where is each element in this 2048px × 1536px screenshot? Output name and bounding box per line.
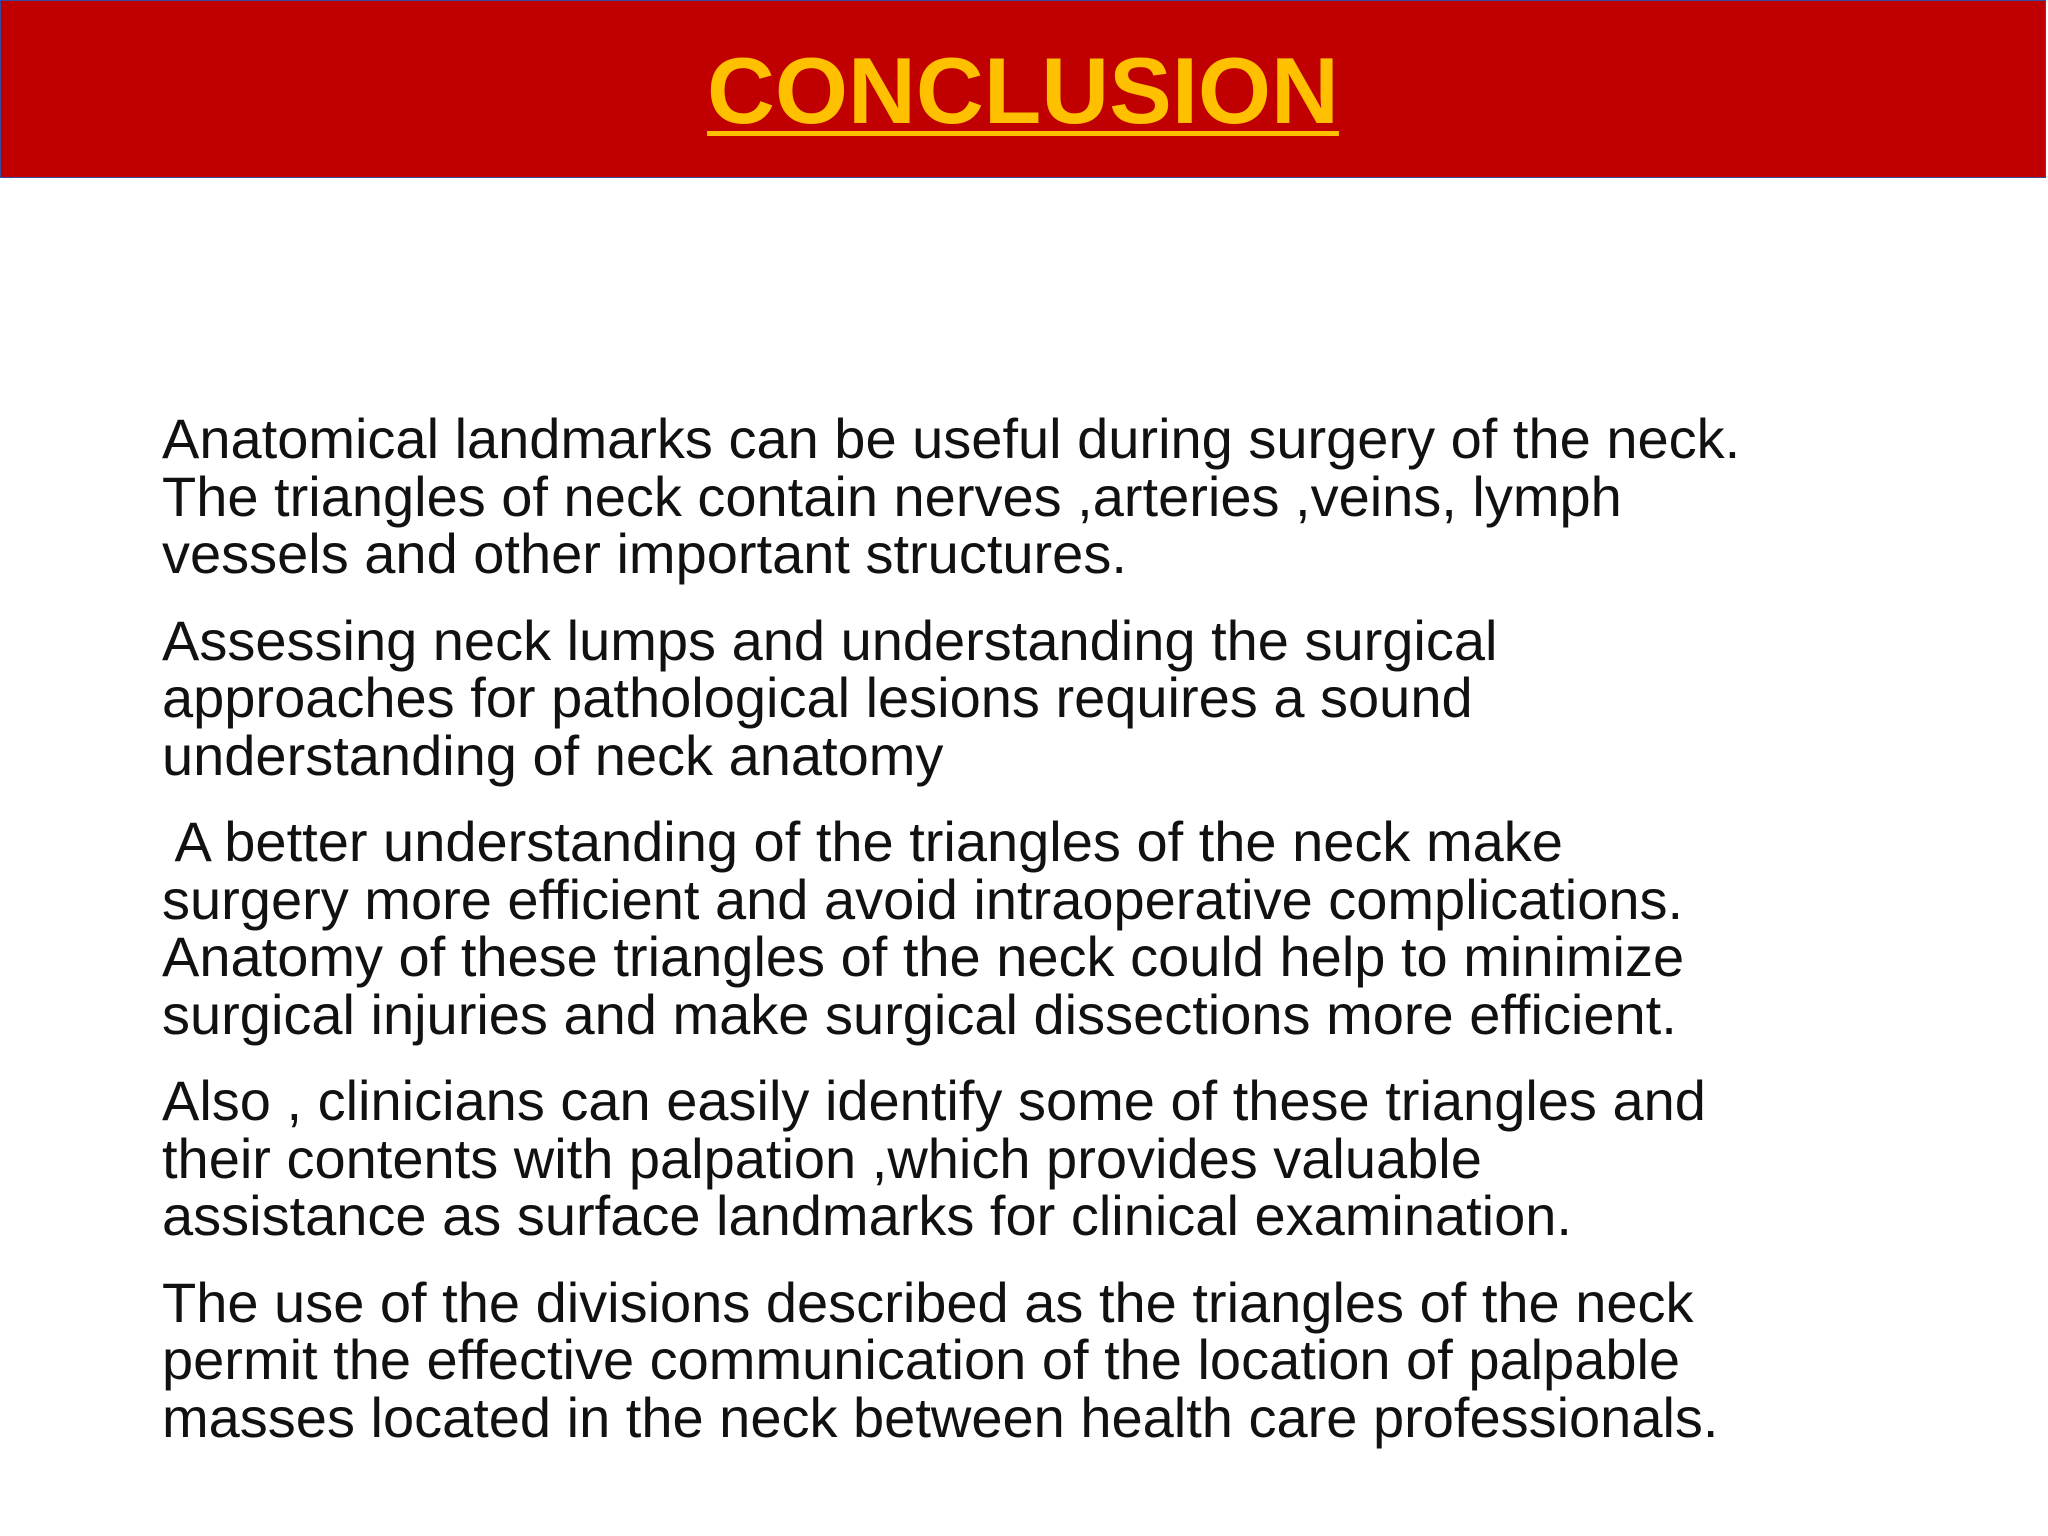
text-line: their contents with palpation ,which provides valuable — [162, 1126, 1482, 1190]
text-line: Anatomical landmarks can be useful during surgery of the neck. — [162, 407, 1741, 470]
slide-title: CONCLUSION — [707, 38, 1339, 143]
text-line: surgery more efficient and avoid intraoperative complications. — [162, 867, 1684, 931]
text-line: surgical injuries and make surgical dissections more efficient. — [162, 982, 1677, 1046]
text-line: A better understanding of the triangles of the neck make — [162, 810, 1563, 873]
text-line: masses located in the neck between health care professionals. — [162, 1385, 1719, 1449]
title-bar — [0, 0, 2046, 178]
text-line: assistance as surface landmarks for clinical examination. — [162, 1184, 1572, 1247]
text-line: understanding of neck anatomy — [162, 723, 944, 787]
text-line: Also , clinicians can easily identify some of these triangles and — [162, 1069, 1706, 1132]
conclusion-body — [162, 407, 2022, 1475]
text-line: Assessing neck lumps and understanding the surgical — [162, 608, 1498, 672]
paragraph-communication — [162, 1270, 2022, 1449]
text-line: vessels and other important structures. — [162, 522, 1127, 585]
text-line: The use of the divisions described as the triangles of the neck — [162, 1270, 1694, 1334]
text-line: permit the effective communication of the location of palpable — [162, 1328, 1681, 1391]
text-line: approaches for pathological lesions requires a sound — [162, 666, 1473, 729]
paragraph-neck-lumps — [162, 608, 2022, 787]
text-line: The triangles of neck contain nerves ,arteries ,veins, lymph — [162, 464, 1622, 528]
text-line: Anatomy of these triangles of the neck could help to minimize — [162, 925, 1685, 988]
paragraph-surgery-efficiency — [162, 810, 2022, 1046]
paragraph-landmarks — [162, 407, 2022, 585]
paragraph-palpation — [162, 1069, 2022, 1247]
